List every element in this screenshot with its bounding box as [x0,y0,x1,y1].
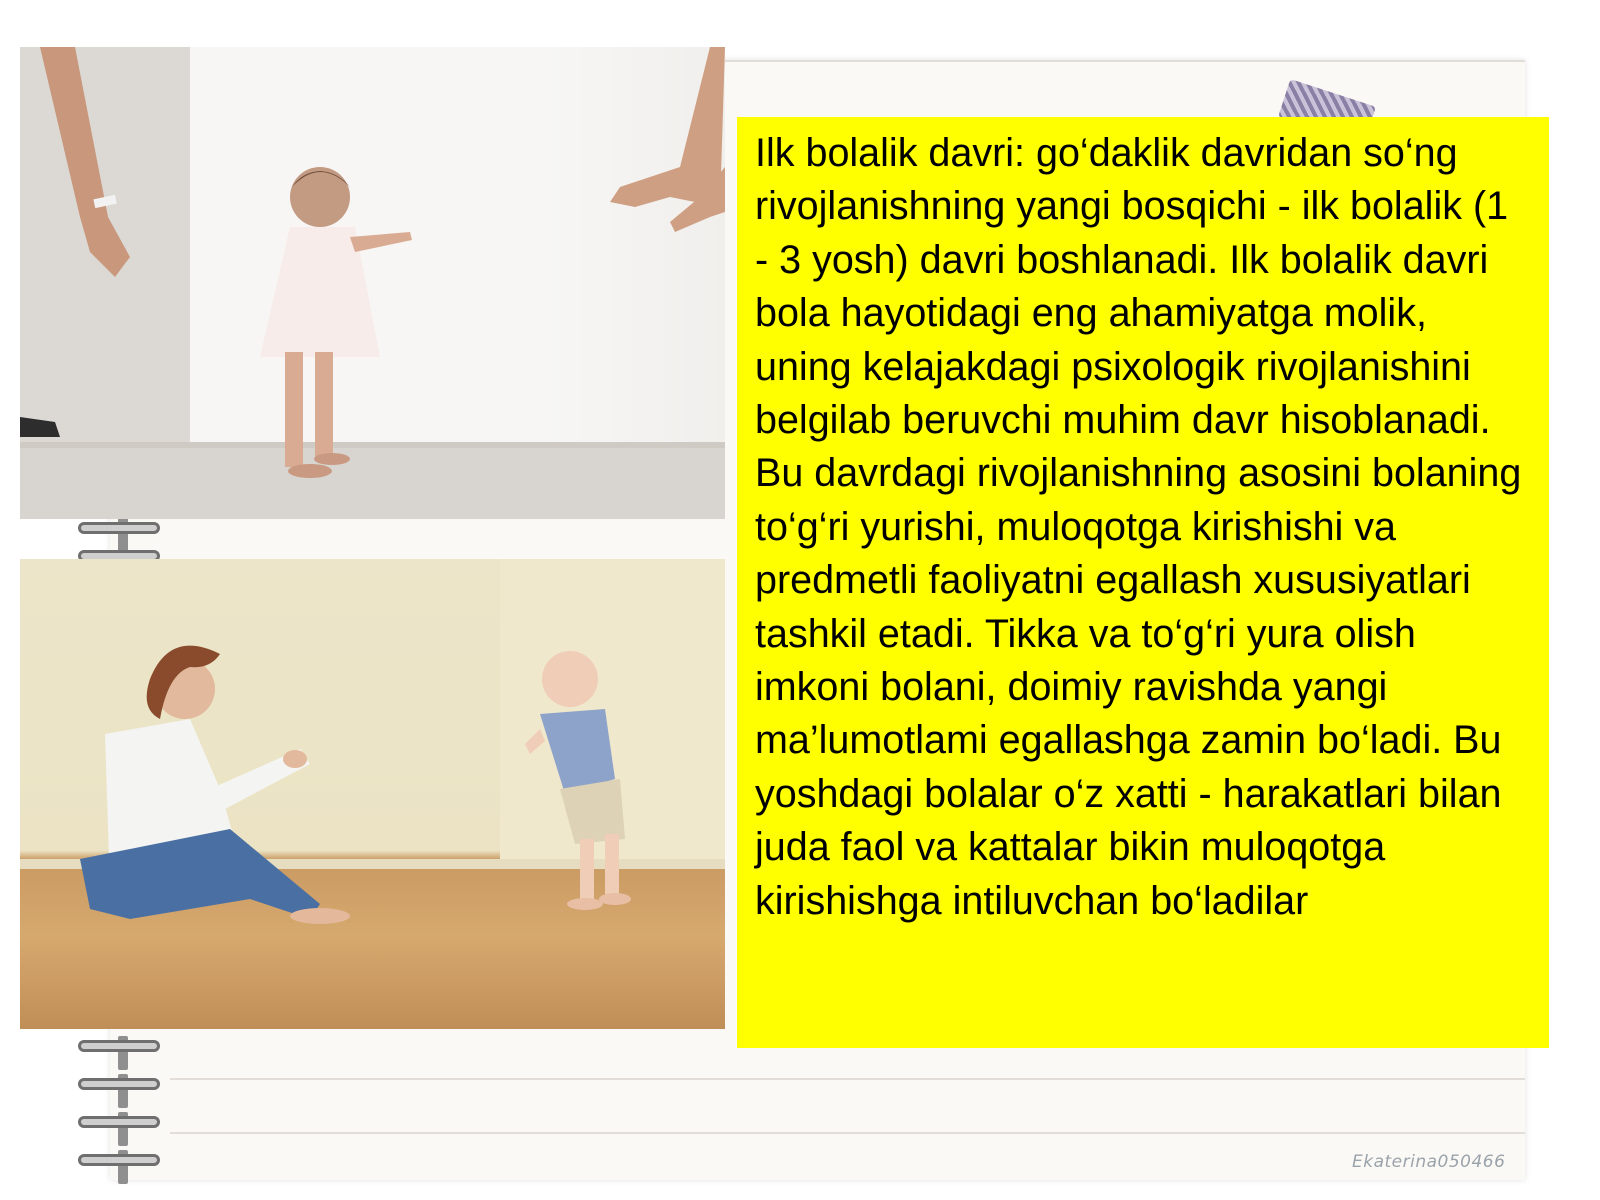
toddler-first-steps-photo [20,47,725,519]
spiral-binding-icon [78,1112,160,1134]
body-paragraph: Ilk bolalik davri: go‘daklik davridan so‘ng rivojlanishning yangi bosqichi - ilk bolalik (1 - 3 yosh) davri boshlanadi. Ilk bolalik davri bola hayotidagi eng ahamiyatga molik, uning kelajakdagi psixologik rivojlanishini belgilab beruvchi muhim davr hisoblanadi. Bu davrdagi rivojlanishning asosini bolaning to‘g‘ri yurishi, muloqotga kirishishi va predmetli faoliyatni egallash xususiyatlari tashkil etadi. Tikka va to‘g‘ri yura olish imkoni bolani, doimiy ravishda yangi ma’lumotlami egallashga zamin bo‘ladi. Bu yoshdagi bolalar o‘z xatti - harakatlari bilan juda faol va kattalar bikin muloqotga kirishishga intiluvchan bo‘ladilar [755,131,1522,923]
watermark: Ekaterina050466 [1352,1152,1506,1172]
highlighted-text-box [737,117,1549,1048]
ruled-line [170,1078,1525,1080]
ruled-line [170,1132,1525,1134]
spiral-binding-icon [78,1074,160,1096]
spiral-binding-icon [78,518,160,540]
spiral-binding-icon [78,1036,160,1058]
mother-and-baby-photo [20,559,725,1029]
spiral-binding-icon [78,1150,160,1172]
